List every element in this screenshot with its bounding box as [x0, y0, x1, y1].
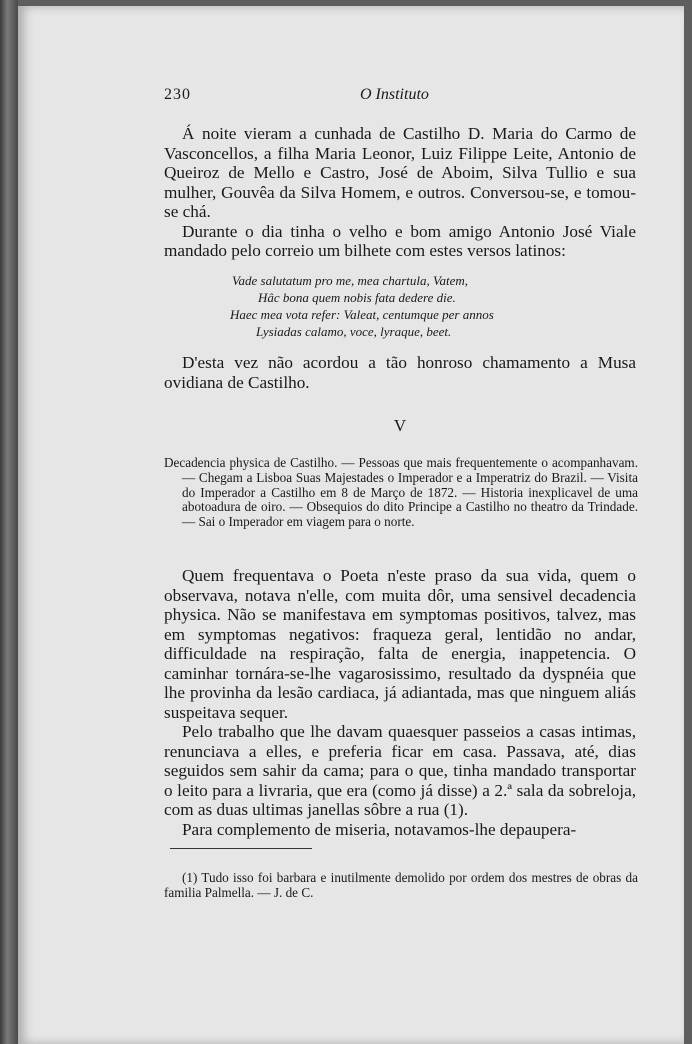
verse-line: Haec mea vota refer: Valeat, centumque per annos	[230, 307, 494, 322]
text-block-top	[164, 124, 636, 261]
paragraph: Durante o dia tinha o velho e bom amigo Antonio José Viale mandado pelo correio um bilhete com estes versos latinos:	[164, 221, 636, 260]
section-number: V	[393, 416, 407, 435]
paragraph: Á noite vieram a cunhada de Castilho D. Maria do Carmo de Vasconcellos, a filha Maria Leonor, Luiz Filippe Leite, Antonio de Queiroz de Mello e Castro, José de Aboim, Silva Tullio e sua mulher, Gouvêa da Silva Homem, e outros. Conversou-se, e tomou-se chá.	[164, 124, 636, 221]
latin-verse	[164, 272, 636, 340]
paragraph: D'esta vez não acordou a tão honroso chamamento a Musa ovidiana de Castilho.	[164, 353, 636, 392]
verse-line: Vade salutatum pro me, mea chartula, Vatem,	[232, 273, 469, 288]
page-number: 230	[164, 86, 191, 103]
summary-text: Decadencia physica de Castilho. — Pessoas que mais frequentemente o acompanhavam. — Chegam a Lisboa Suas Majestades o Imperador e a Imperatriz do Brazil. — Visita do Imperador a Castilho em 8 de Março de 1872. — Historia inexplicavel de uma abotoadura de oiro. — Obsequios do dito Principe a Castilho no theatro da Trindade. — Sai o Imperador em viagem para o norte.	[164, 455, 638, 530]
text-block-bottom	[164, 566, 636, 839]
running-title: O Instituto	[360, 86, 429, 103]
running-header	[164, 86, 636, 110]
paragraph: Pelo trabalho que lhe davam quaesquer passeios a casas intimas, renunciava a elles, e preferia ficar em casa. Passava, até, dias seguidos sem sahir da cama; para o que, tinha mandado transportar o leito para a livraria, que era (como já disse) a 2.ª sala da sobreloja, com as duas ultimas janellas sôbre a rua (1).	[164, 722, 636, 819]
verse-line: Hâc bona quem nobis fata dedere die.	[258, 290, 456, 305]
paragraph: Quem frequentava o Poeta n'este praso da sua vida, quem o observava, notava n'elle, com muita dôr, uma sensivel decadencia physica. Não se manifestava em symptomas positivos, talvez, mas em symptomas negativos: fraqueza geral, lentidão no andar, difficuldade na respiração, falta de energia, inappetencia. O caminhar tornára-se-lhe vagarosissimo, resultado da dyspnéia que lhe provinha da lesão cardiaca, já adiantada, mas que ninguem aliás suspeitava sequer.	[164, 566, 636, 722]
text-block-after-verse	[164, 353, 636, 392]
book-spine-shadow	[0, 0, 18, 1044]
footnote	[164, 870, 638, 900]
footnote-text: (1) Tudo isso foi barbara e inutilmente demolido por ordem dos mestres de obras da familia Palmella. — J. de C.	[164, 870, 638, 900]
footnote-rule	[170, 848, 312, 849]
chapter-summary	[164, 456, 638, 530]
verse-line: Lysiadas calamo, voce, lyraque, beet.	[256, 324, 452, 339]
paragraph: Para complemento de miseria, notavamos-lhe depaupera-	[182, 819, 577, 839]
